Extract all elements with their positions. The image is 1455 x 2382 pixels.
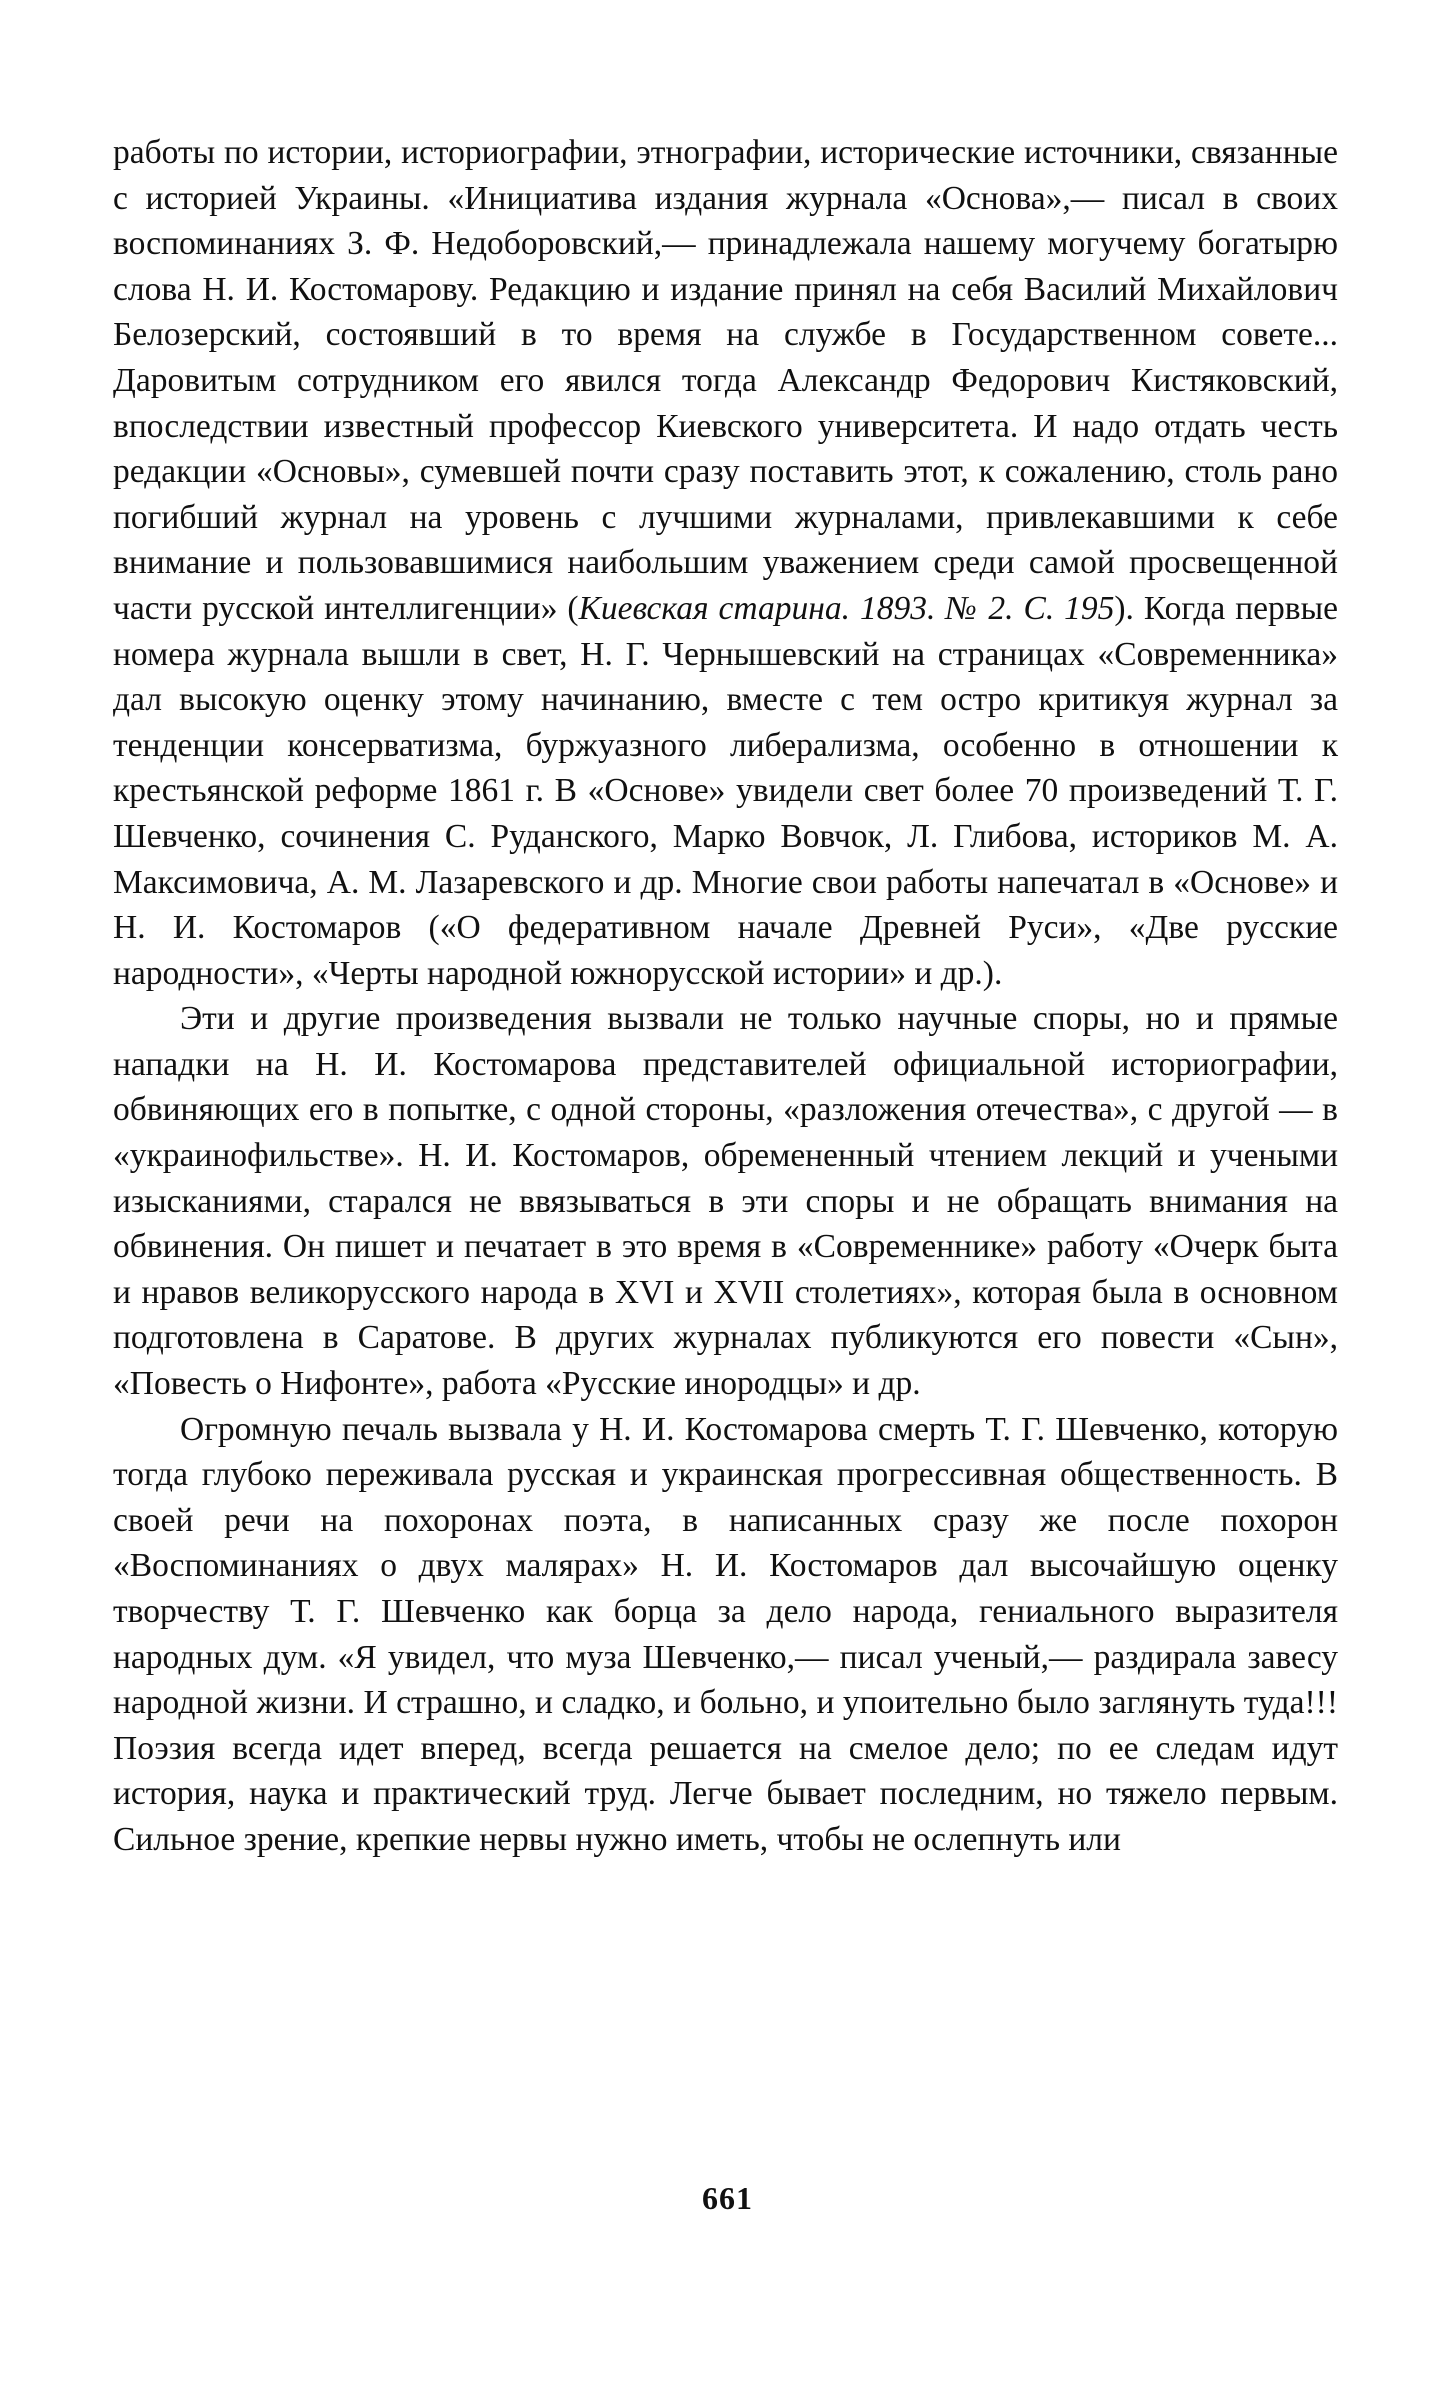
citation-kievskaya-starina: Киевская старина. 1893. № 2. С. 195	[578, 589, 1115, 627]
page-number: 661	[702, 2180, 753, 2216]
document-page	[113, 130, 1338, 1863]
paragraph-3: Огромную печаль вызвала у Н. И. Костомарова смерть Т. Г. Шевченко, которую тогда глубоко переживала русская и украинская прогрессивная общественность. В своей речи на похоронах поэта, в написанных сразу же после похорон «Воспоминаниях о двух малярах» Н. И. Костомаров дал высочайшую оценку творчеству Т. Г. Шевченко как борца за дело народа, гениального выразителя народных дум. «Я увидел, что муза Шевченко,— писал ученый,— раздирала завесу народной жизни. И страшно, и сладко, и больно, и упоительно было заглянуть туда!!! Поэзия всегда идет вперед, всегда решается на смелое дело; по ее следам идут история, наука и практический труд. Легче бывает последним, но тяжело первым. Сильное зрение, крепкие нервы нужно иметь, чтобы не ослепнуть или	[113, 1410, 1338, 1858]
paragraph-2: Эти и другие произведения вызвали не только научные споры, но и прямые нападки на Н. И. Костомарова представителей официальной историографии, обвиняющих его в попытке, с одной стороны, «разложения отечества», с другой — в «украинофильстве». Н. И. Костомаров, обремененный чтением лекций и учеными изысканиями, старался не ввязываться в эти споры и не обращать внимания на обвинения. Он пишет и печатает в это время в «Современнике» работу «Очерк быта и нравов великорусского народа в XVI и XVII столетиях», которая была в основном подготовлена в Саратове. В других журналах публикуются его повести «Сын», «Повесть о Нифонте», работа «Русские инородцы» и др.	[113, 1000, 1338, 1403]
paragraph-1-text: работы по истории, историографии, этнографии, исторические источники, связанные с историей Украины. «Инициатива издания журнала «Основа»,— писал в своих воспоминаниях З. Ф. Недоборовский,— принадлежала нашему могучему богатырю слова Н. И. Костомарову. Редакцию и издание принял на себя Василий Михайлович Белозерский, состоявший в то время на службе в Государственном совете... Даровитым сотрудником его явился тогда Александр Федорович Кистяковский, впоследствии известный профессор Киевского университета. И надо отдать честь редакции «Основы», сумевшей почти сразу поставить этот, к сожалению, столь рано погибший журнал на уровень с лучшими журналами, привлекавшими к себе внимание и пользовавшимися наибольшим уважением среди самой просвещенной части русской интеллигенции» (	[113, 134, 1338, 627]
paragraph-1-continuation: ). Когда первые номера журнала вышли в свет, Н. Г. Чернышевский на страницах «Современника» дал высокую оценку этому начинанию, вместе с тем остро критикуя журнал за тенденции консерватизма, буржуазного либерализма, особенно в отношении к крестьянской реформе 1861 г. В «Основе» увидели свет более 70 произведений Т. Г. Шевченко, сочинения С. Руданского, Марко Вовчок, Л. Глибова, историков М. А. Максимовича, А. М. Лазаревского и др. Многие свои работы напечатал в «Основе» и Н. И. Костомаров («О федеративном начале Древней Руси», «Две русские народности», «Черты народной южнорусской истории» и др.).	[113, 589, 1338, 992]
paragraph-1	[113, 130, 1338, 996]
